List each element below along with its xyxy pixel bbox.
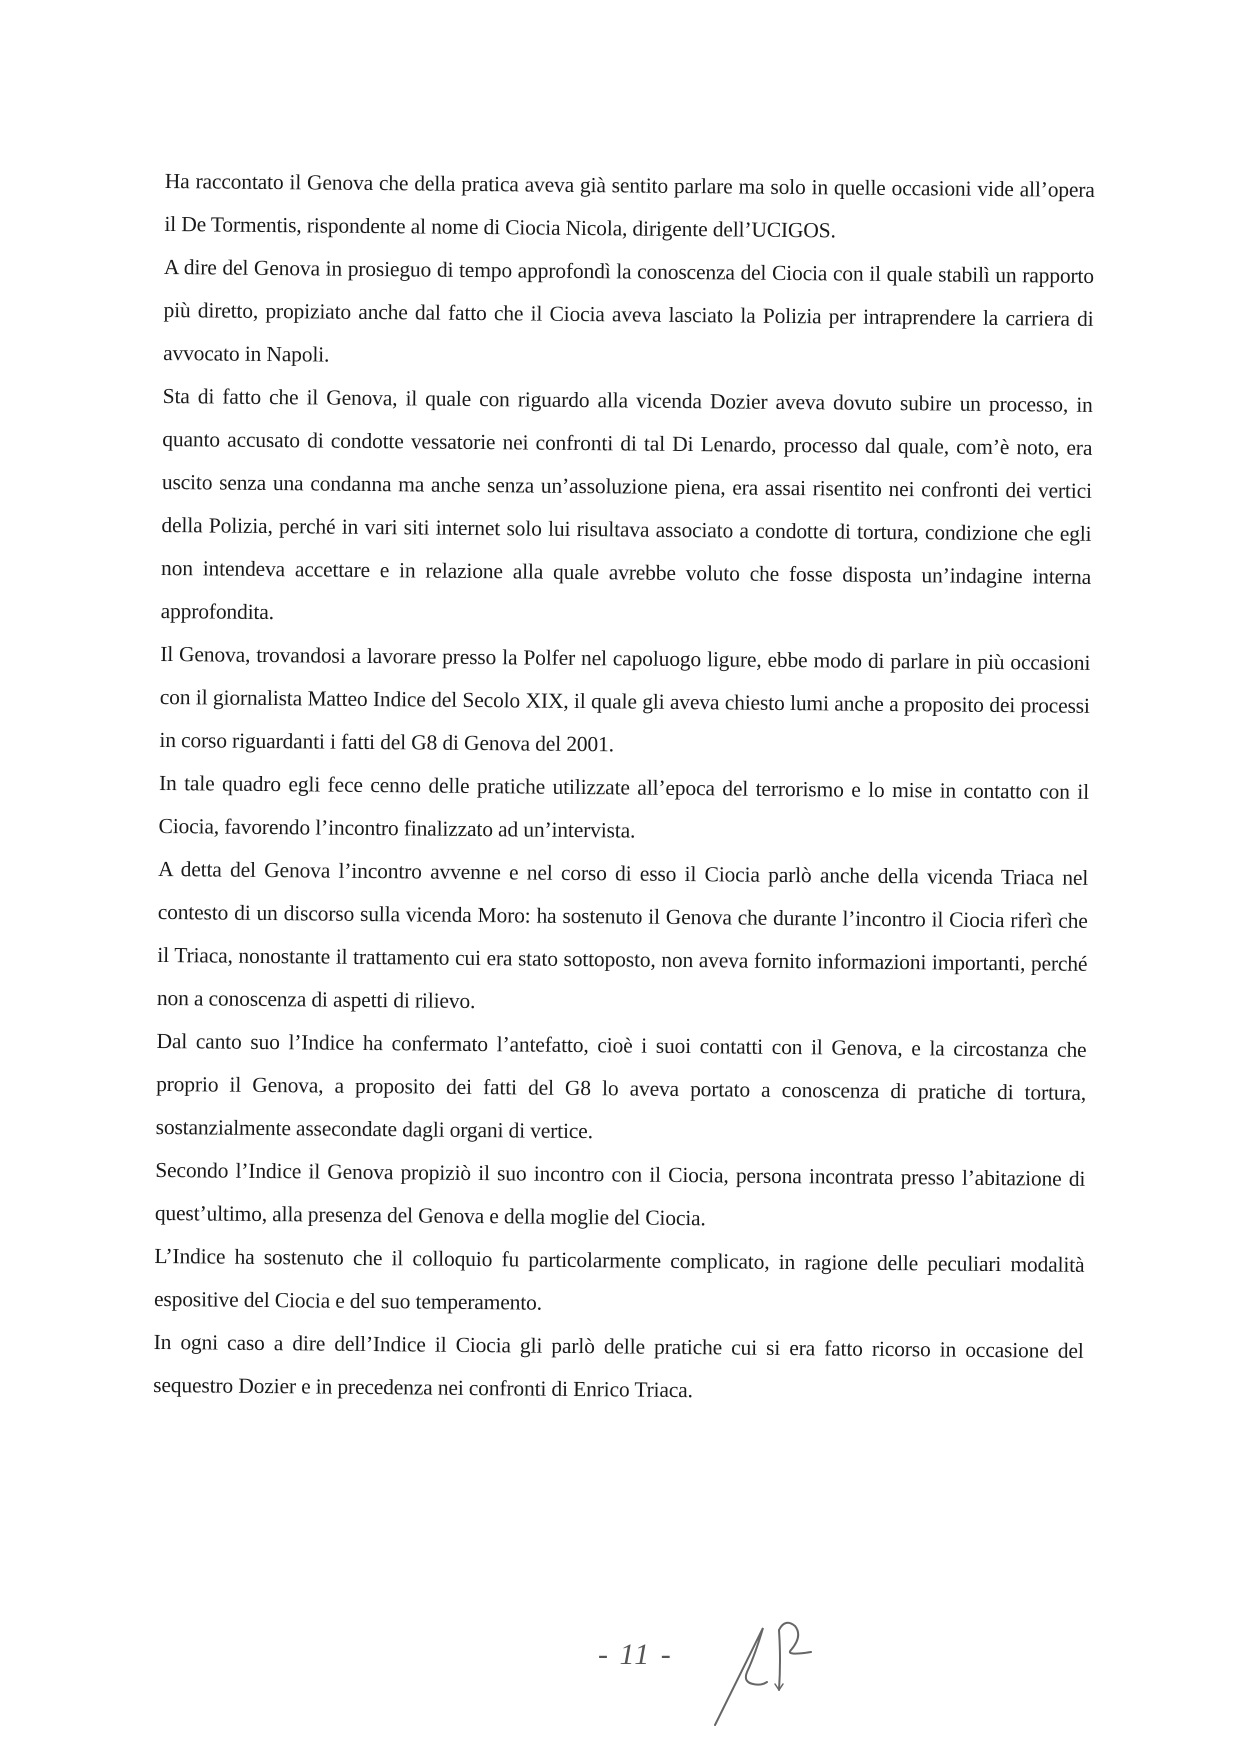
paragraph-6: A detta del Genova l’incontro avvenne e nel corso di esso il Ciocia parlò anche della vicenda Triaca nel contesto di un discorso sulla vicenda Moro: ha sostenuto il Genova che durante l’incontro il Ciocia riferì che il Triaca, nonostante il trattamento cui era stato sottoposto, non aveva fornito informazioni importanti, perché non a conoscenza di aspetti di rilievo. bbox=[156, 856, 1089, 1014]
paragraph-2: A dire del Genova in prosieguo di tempo approfondì la conoscenza del Ciocia con il quale stabilì un rapporto più diretto, propiziato anche dal fatto che il Ciocia aveva lasciato la Polizia per intraprendere la carriera di avvocato in Napoli. bbox=[163, 254, 1095, 367]
paragraph-7: Dal canto suo l’Indice ha confermato l’antefatto, cioè i suoi contatti con il Genova, e la circostanza che proprio il Genova, a proposito dei fatti del G8 lo aveva portato a conoscenza di pratiche di tortura, sostanzialmente assecondate dagli organi di vertice. bbox=[155, 1028, 1087, 1144]
page-number: - 11 - bbox=[598, 1638, 673, 1671]
paragraph-4: Il Genova, trovandosi a lavorare presso la Polfer nel capoluogo ligure, ebbe modo di parlare in più occasioni con il giornalista Matteo Indice del Secolo XIX, il quale gli aveva chiesto lumi anche a proposito dei processi in corso riguardanti i fatti del G8 di Genova del 2001. bbox=[159, 641, 1091, 757]
paragraph-1: Ha raccontato il Genova che della pratica aveva già sentito parlare ma solo in quelle occasioni vide all’opera il De Tormentis, rispondente al nome di Ciocia Nicola, dirigente dell’UCIGOS. bbox=[164, 168, 1095, 243]
document-body bbox=[153, 160, 1095, 1416]
handwritten-signature-icon bbox=[695, 1610, 815, 1730]
paragraph-10: In ogni caso a dire dell’Indice il Ciocia gli parlò delle pratiche cui si era fatto ricorso in occasione del sequestro Dozier e in precedenza nei confronti di Enrico Triaca. bbox=[153, 1329, 1084, 1403]
paragraph-8: Secondo l’Indice il Genova propiziò il suo incontro con il Ciocia, persona incontrata presso l’abitazione di quest’ultimo, alla presenza del Genova e della moglie del Ciocia. bbox=[154, 1157, 1086, 1231]
paragraph-3: Sta di fatto che il Genova, il quale con riguardo alla vicenda Dozier aveva dovuto subire un processo, in quanto accusato di condotte vessatorie nei confronti di tal Di Lenardo, processo dal quale, com’è noto, era uscito senza una condanna ma anche senza un’assoluzione piena, era assai risentito nei confronti dei vertici della Polizia, perché in vari siti internet solo lui risultava associato a condotte di tortura, condizione che egli non intendeva accettare e in relazione alla quale avrebbe voluto che fosse disposta un’indagine interna approfondita. bbox=[160, 383, 1093, 625]
paragraph-9: L’Indice ha sostenuto che il colloquio fu particolarmente complicato, in ragione delle peculiari modalità espositive del Ciocia e del suo temperamento. bbox=[153, 1243, 1085, 1315]
paragraph-5: In tale quadro egli fece cenno delle pratiche utilizzate all’epoca del terrorismo e lo mise in contatto con il Ciocia, favorendo l’incontro finalizzato ad un’intervista. bbox=[158, 770, 1090, 843]
page-footer bbox=[0, 1590, 1236, 1748]
